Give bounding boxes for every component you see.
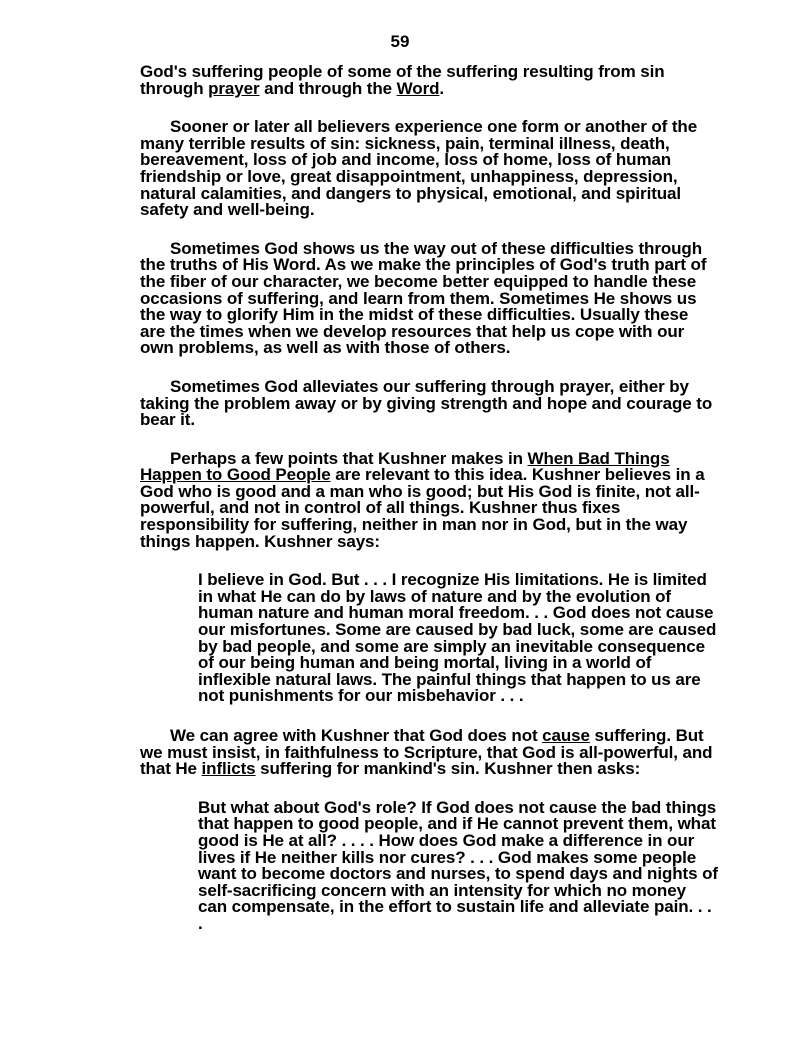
underlined-inflicts: inflicts (201, 759, 256, 779)
underlined-prayer: prayer (208, 78, 260, 98)
paragraph-prayer: Sometimes God alleviates our suffering through prayer, either by taking the problem away or by giving strength and hope and courage to bear it. (140, 376, 713, 430)
paragraph-way-out: Sometimes God shows us the way out of these difficulties through the truths of His Word. As we make the principles of God's truth part of the fiber of our character, we become better equipped to handle these occasions of suffering, and learn from them. Sometimes He shows us the way to glorify Him in the midst of these difficulties. Usually these are the times when we develop resources that help us cope with our own problems, as well as with those of others. (140, 238, 707, 358)
block-quote-1: I believe in God. But . . . I recognize His limitations. He is limited in what He can do by laws of nature and by the evolution of human nature and human moral freedom. . . God does not cause our misfortunes. Some are caused by bad luck, some are caused by bad people, and some are simply an inevitable consequence of our being human and being mortal, living in a world of inflexible natural laws. The painful things that happen to us are not punishments for our misbehavior . . . (198, 570, 717, 706)
block-quote-2: But what about God's role? If God does not cause the bad things that happen to good people, and if He cannot prevent them, what good is He at all? . . . . How does God make a difference in our lives if He neither kills nor cures? . . . God makes some people want to become doctors and nurses, to spend days and nights of self-sacrificing concern with an intensity for which no money can compensate, in the effort to sustain life and alleviate pain. . . . (198, 797, 718, 933)
paragraph-results-of-sin: Sooner or later all believers experience one form or another of the many terrible results of sin: sickness, pain, terminal illness, death, bereavement, loss of job and income, loss of home, loss of human friendship or love, great disappointment, unhappiness, depression, natural calamities, and dangers to physical, emotional, and spiritual safety and well-being. (140, 117, 698, 220)
paragraph-kushner-intro: Perhaps a few points that Kushner makes in When Bad Things Happen to Good People are relevant to this idea. Kushner believes in a God who is good and a man who is good; but His God is finite, not all-powerful, and not in control of all things. Kushner thus fixes responsibility for suffering, neither in man nor in God, but in the way things happen. Kushner says: (140, 448, 705, 551)
underlined-cause: cause (542, 726, 590, 745)
paragraph-agree: We can agree with Kushner that God does not cause suffering. But we must insist, in faithfulness to Scripture, that God is all-powerful, and that He inflicts suffering for mankind's sin. Kushner then asks: (140, 726, 713, 779)
body-text (140, 62, 718, 956)
page-number: 59 (390, 32, 410, 51)
book-title: When Bad Things Happen to Good People (140, 448, 670, 485)
underlined-word: Word (396, 78, 440, 98)
paragraph-continuation: God's suffering people of some of the suffering resulting from sin through prayer and through the Word. (140, 62, 665, 98)
